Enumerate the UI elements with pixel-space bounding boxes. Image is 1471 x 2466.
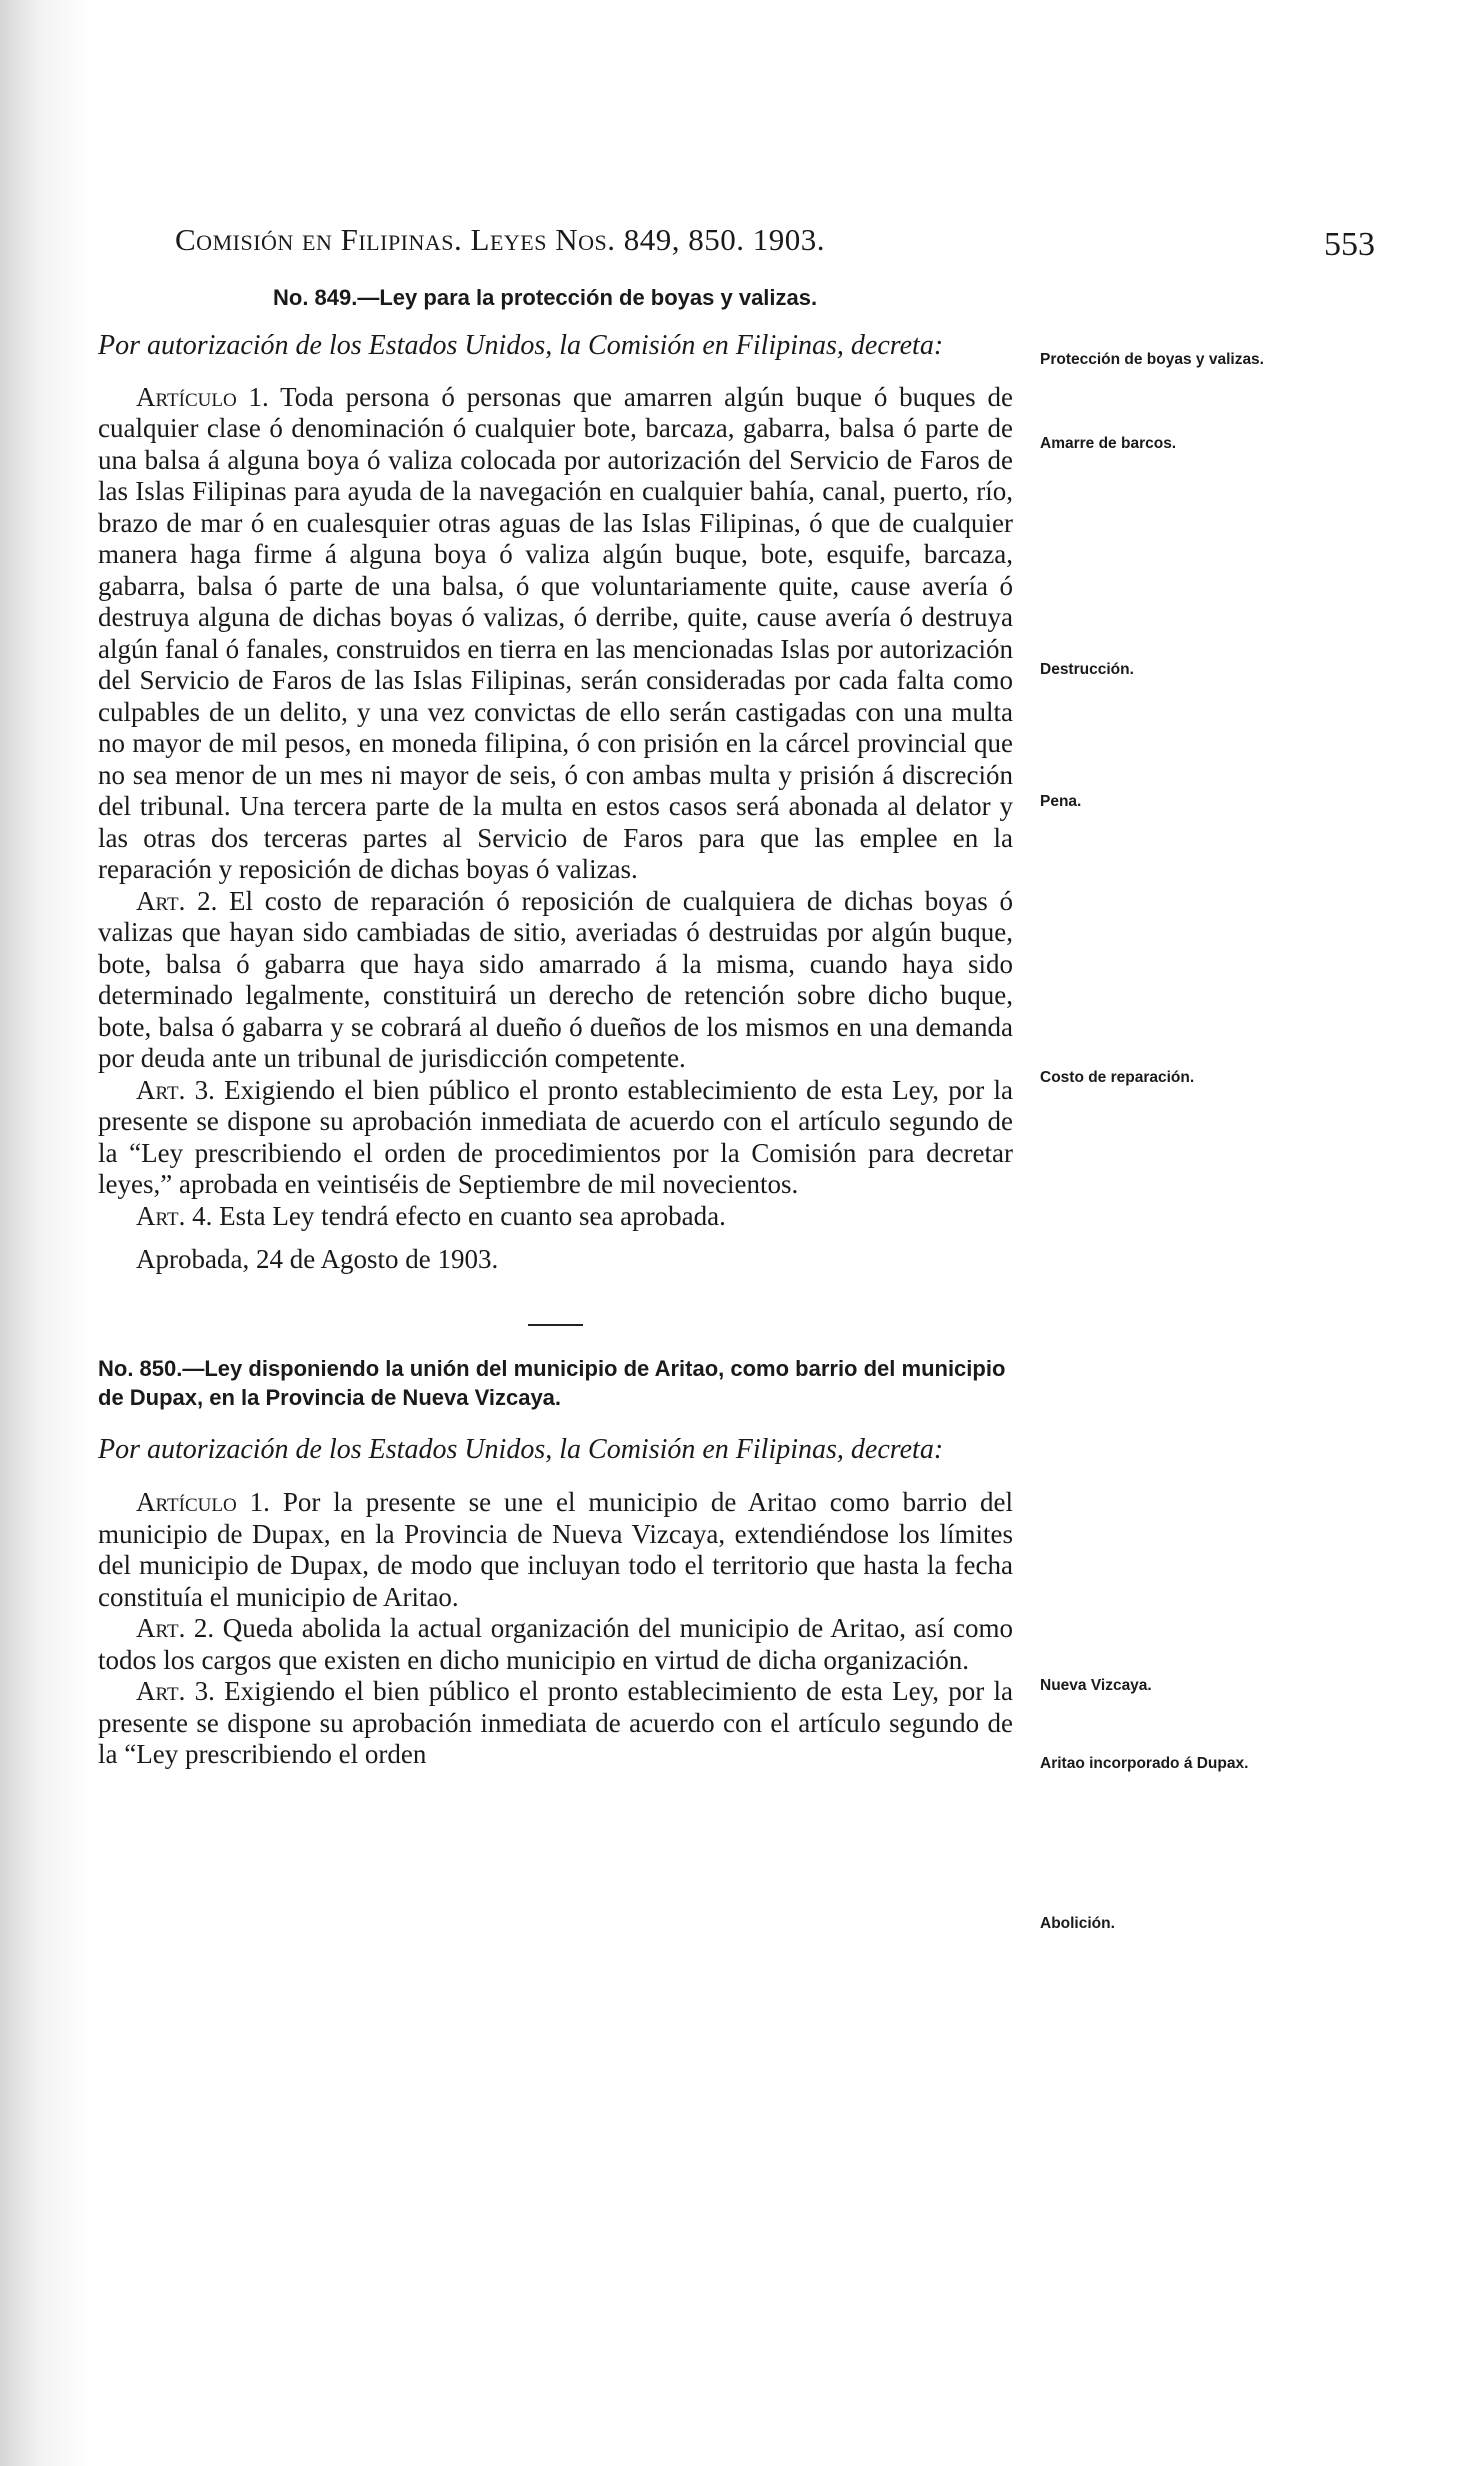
article-text: Exigiendo el bien público el pronto establecimiento de esta Ley, por la presente se dispone su aprobación inmediata de acuerdo con el artículo segundo de la “Ley prescribiendo el orden de procedimientos por la Comisión para decretar leyes,” aprobada en veintiséis de Septiembre de mil novecientos. xyxy=(98,1074,1014,1199)
law-849-approval-date: Aprobada, 24 de Agosto de 1903. xyxy=(136,1244,499,1274)
section-divider xyxy=(528,1324,583,1326)
law-849-article-1 xyxy=(98,382,1013,886)
law-849-article-2 xyxy=(98,886,1013,1075)
article-label: Artículo 1. xyxy=(136,381,269,412)
article-label: Artículo 1. xyxy=(136,1487,270,1517)
main-text-column xyxy=(98,283,1013,1771)
article-text: Queda abolida la actual organización del municipio de Aritao, así como todos los cargos que existen en dicho municipio en virtud de dicha organización. xyxy=(98,1613,1013,1675)
article-text: El costo de reparación ó reposición de cualquiera de dichas boyas ó valizas que hayan sido cambiadas de sitio, averiadas ó destruidas por algún buque, bote, balsa ó gabarra que haya sido amarrado á la misma, cuando haya sido determinado legalmente, constituirá un derecho de retención sobre dicho buque, bote, balsa ó gabarra y se cobrará al dueño ó dueños de los mismos en una demanda por deuda ante un tribunal de jurisdicción competente. xyxy=(98,885,1013,1073)
law-849-article-3 xyxy=(98,1075,1013,1201)
article-text: Esta Ley tendrá efecto en cuanto sea aprobada. xyxy=(219,1200,726,1231)
margin-note-costo: Costo de reparación. xyxy=(1040,1069,1195,1086)
law-850-article-3 xyxy=(98,1676,1013,1771)
page-header xyxy=(175,222,1375,272)
margin-note-amarre: Amarre de barcos. xyxy=(1040,435,1177,452)
margin-note-proteccion: Protección de boyas y valizas. xyxy=(1040,351,1264,368)
article-text: Por la presente se une el municipio de Aritao como barrio del municipio de Dupax, en la Provincia de Nueva Vizcaya, extendiéndose los límites del municipio de Dupax, de modo que incluyan todo el territorio que hasta la fecha constituía el municipio de Aritao. xyxy=(98,1487,1014,1612)
margin-note-pena: Pena. xyxy=(1040,793,1082,810)
article-label: Art. 3. xyxy=(136,1074,215,1105)
article-label: Art. 3. xyxy=(136,1676,215,1706)
article-text: Toda persona ó personas que amarren algún buque ó buques de cualquier clase ó denominación ó cualquier bote, barcaza, gabarra, balsa ó parte de una balsa á alguna boya ó valiza colocada por autorización del Servicio de Faros de las Islas Filipinas para ayuda de la navegación en cualquier bahía, canal, puerto, río, brazo de mar ó en cualesquier otras aguas de las Islas Filipinas, ó que de cualquier manera haga firme á alguna boya ó valiza algún buque, bote, esquife, barcaza, gabarra, balsa ó parte de una balsa, ó que voluntariamente quite, cause avería ó destruya alguna de dichas boyas ó valizas, ó derribe, quite, cause avería ó destruya algún fanal ó fanales, construidos en tierra en las mencionadas Islas por autorización del Servicio de Faros de las Islas Filipinas, serán consideradas por cada falta como culpables de un delito, y una vez convictas de ello serán castigadas con una multa no mayor de mil pesos, en moneda filipina, ó con prisión en la cárcel provincial que no sea menor de un mes ni mayor de seis, ó con ambas multa y prisión á discreción del tribunal. Una tercera parte de la multa en estos casos será abonada al delator y las otras dos terceras partes al Servicio de Faros para que las emplee en la reparación y reposición de dichas boyas ó valizas. xyxy=(98,381,1013,884)
law-850-title: No. 850.—Ley disponiendo la unión del municipio de Aritao, como barrio del municipio de Dupax, en la Provincia de Nueva Vizcaya. xyxy=(98,1355,1006,1410)
article-label: Art. 4. xyxy=(136,1200,213,1231)
article-label: Art. 2. xyxy=(136,1613,215,1643)
margin-note-destruccion: Destrucción. xyxy=(1040,661,1134,678)
margin-note-aritao: Aritao incorporado á Dupax. xyxy=(1040,1755,1249,1772)
running-head: Comisión en Filipinas. Leyes Nos. 849, 850. 1903. xyxy=(175,222,825,257)
law-849-title: No. 849.—Ley para la protección de boyas y valizas. xyxy=(273,285,818,310)
law-849-enacting-clause: Por autorización de los Estados Unidos, la Comisión en Filipinas, decreta: xyxy=(98,330,944,361)
law-850-article-1 xyxy=(98,1487,1013,1613)
page-number: 553 xyxy=(1324,226,1375,263)
article-text: Exigiendo el bien público el pronto establecimiento de esta Ley, por la presente se dispone su aprobación inmediata de acuerdo con el artículo segundo de la “Ley prescribiendo el orden xyxy=(98,1676,1014,1769)
margin-note-abolicion: Abolición. xyxy=(1040,1915,1115,1932)
law-850-enacting-clause: Por autorización de los Estados Unidos, la Comisión en Filipinas, decreta: xyxy=(98,1433,944,1465)
article-label: Art. 2. xyxy=(136,885,218,916)
margin-note-nueva-vizcaya: Nueva Vizcaya. xyxy=(1040,1677,1152,1694)
law-850-article-2 xyxy=(98,1613,1013,1676)
law-849-article-4 xyxy=(98,1201,1013,1233)
